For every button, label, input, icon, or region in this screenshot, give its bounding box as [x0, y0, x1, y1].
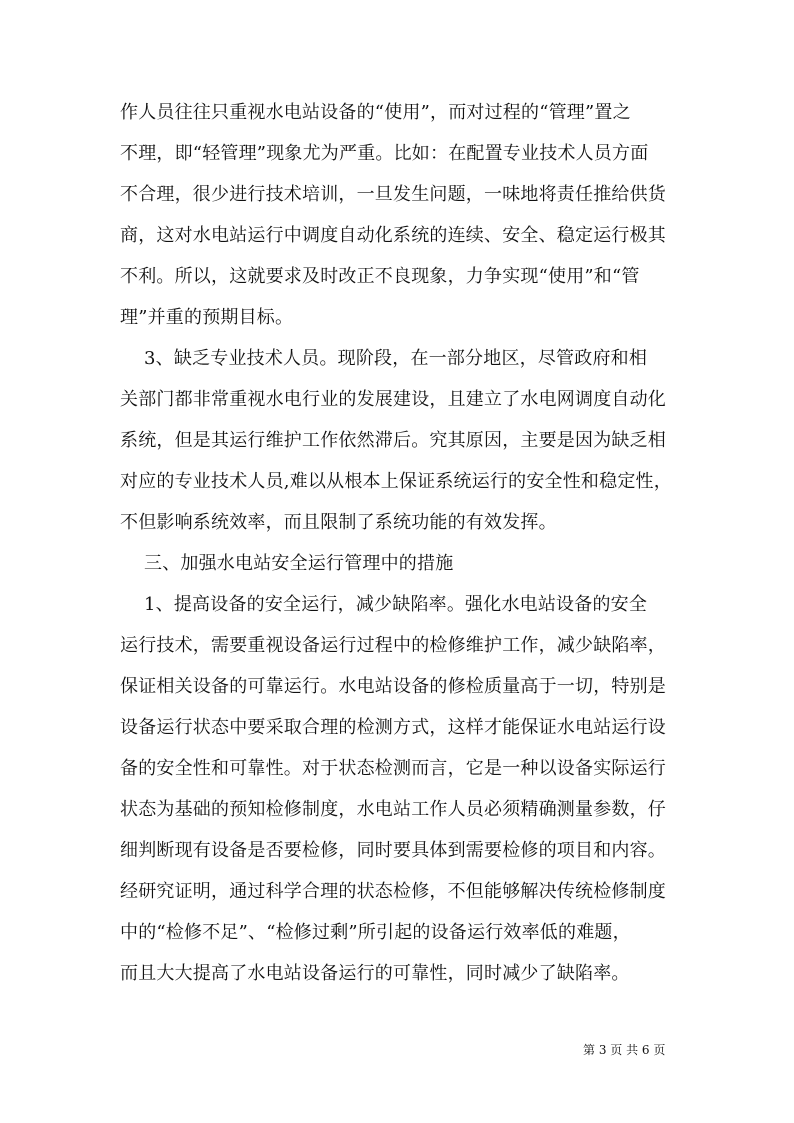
paragraph-line: 保证相关设备的可靠运行。水电站设备的修检质量高于一切，特别是	[120, 676, 666, 697]
paragraph-line: 1、提高设备的安全运行，减少缺陷率。强化水电站设备的安全	[144, 594, 648, 615]
paragraph-line: 理”并重的预期目标。	[120, 307, 294, 328]
paragraph-line: 状态为基础的预知检修制度，水电站工作人员必须精确测量参数，仔	[120, 799, 666, 820]
paragraph-line: 备的安全性和可靠性。对于状态检测而言，它是一种以设备实际运行	[120, 758, 666, 779]
paragraph-line: 运行技术，需要重视设备运行过程中的检修维护工作，减少缺陷率，	[120, 635, 666, 656]
paragraph-line: 而且大大提高了水电站设备运行的可靠性，同时减少了缺陷率。	[120, 963, 630, 984]
paragraph-line: 不理，即“轻管理”现象尤为严重。比如：在配置专业技术人员方面	[120, 143, 649, 164]
paragraph-line: 细判断现有设备是否要检修，同时要具体到需要检修的项目和内容。	[120, 840, 666, 861]
paragraph-line: 对应的专业技术人员,难以从根本上保证系统运行的安全性和稳定性，	[120, 471, 672, 492]
paragraph-line: 系统，但是其运行维护工作依然滞后。究其原因，主要是因为缺乏相	[120, 430, 666, 451]
paragraph-line: 作人员往往只重视水电站设备的“使用”，而对过程的“管理”置之	[120, 102, 631, 123]
document-body	[120, 92, 680, 994]
section-heading: 三、加强水电站安全运行管理中的措施	[144, 553, 454, 574]
paragraph-line: 设备运行状态中要采取合理的检测方式，这样才能保证水电站运行设	[120, 717, 666, 738]
paragraph-line: 不利。所以，这就要求及时改正不良现象，力争实现“使用”和“管	[120, 266, 640, 287]
paragraph-line: 商，这对水电站运行中调度自动化系统的连续、安全、稳定运行极其	[120, 225, 666, 246]
paragraph-line: 经研究证明，通过科学合理的状态检修，不但能够解决传统检修制度	[120, 881, 666, 902]
page-number: 第 3 页 共 6 页	[583, 1043, 666, 1057]
paragraph-line: 不但影响系统效率，而且限制了系统功能的有效发挥。	[120, 512, 557, 533]
paragraph-line: 关部门都非常重视水电行业的发展建设，且建立了水电网调度自动化	[120, 389, 666, 410]
paragraph-line: 不合理，很少进行技术培训，一旦发生问题，一味地将责任推给供货	[120, 184, 666, 205]
paragraph-line: 中的“检修不足”、“检修过剩”所引起的设备运行效率低的难题，	[120, 922, 631, 943]
paragraph-line: 3、缺乏专业技术人员。现阶段，在一部分地区，尽管政府和相	[144, 348, 648, 369]
